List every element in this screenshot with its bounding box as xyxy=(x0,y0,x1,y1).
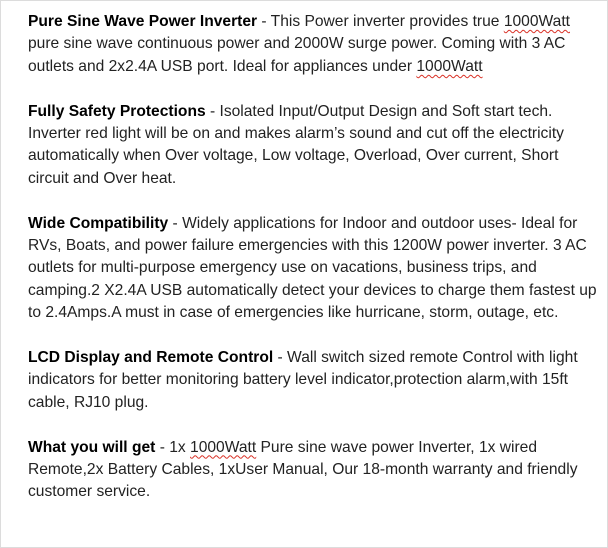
paragraph-safety-protections xyxy=(28,101,600,191)
text-segment: pure sine wave continuous power and 2000W surge power. Coming with 3 AC outlets and 2x2.4A USB port. Ideal for appliances under xyxy=(28,35,566,75)
paragraph-pure-sine-wave xyxy=(28,11,600,78)
product-description xyxy=(28,11,600,504)
text-segment: - Isolated Input/Output Design and Soft start tech. Inverter red light will be on and makes alarm’s sound and cut off the electricity automatically when Over voltage, Low voltage, Overload, Over current, Short circuit and Over heat. xyxy=(28,102,564,187)
heading-safety-protections: Fully Safety Protections xyxy=(28,102,206,120)
paragraph-what-you-get xyxy=(28,437,600,504)
paragraph-wide-compatibility xyxy=(28,213,600,325)
text-segment: - Widely applications for Indoor and outdoor uses- Ideal for RVs, Boats, and power failure emergencies with this 1200W power inverter. 3 AC outlets for multi-purpose emergency use on vacations, business trips, and camping.2 X2.4A USB automatically detect your devices to charge them fastest up to 2.4Amps.A must in case of emergencies like hurricane, storm, outage, etc. xyxy=(28,214,597,322)
text-segment: Pure sine wave power Inverter, 1x wired Remote,2x Battery Cables, 1xUser Manual, Our 18-month warranty and friendly customer service. xyxy=(28,438,578,501)
spellcheck-word: 1000Watt xyxy=(416,57,483,75)
spellcheck-word: 1000Watt xyxy=(503,13,570,30)
paragraph-lcd-remote xyxy=(28,347,600,414)
text-segment: - This Power inverter provides true xyxy=(257,13,504,30)
text-segment: - 1x xyxy=(155,438,191,456)
heading-lcd-remote: LCD Display and Remote Control xyxy=(28,349,274,367)
heading-what-you-get: What you will get xyxy=(28,438,156,456)
text-segment: - Wall switch sized remote Control with light indicators for better monitoring battery level indicator,protection alarm,with 15ft cable, RJ10 plug. xyxy=(28,349,578,411)
heading-pure-sine-wave: Pure Sine Wave Power Inverter xyxy=(28,13,258,30)
spellcheck-word: 1000Watt xyxy=(190,438,257,456)
heading-wide-compatibility: Wide Compatibility xyxy=(28,214,169,232)
